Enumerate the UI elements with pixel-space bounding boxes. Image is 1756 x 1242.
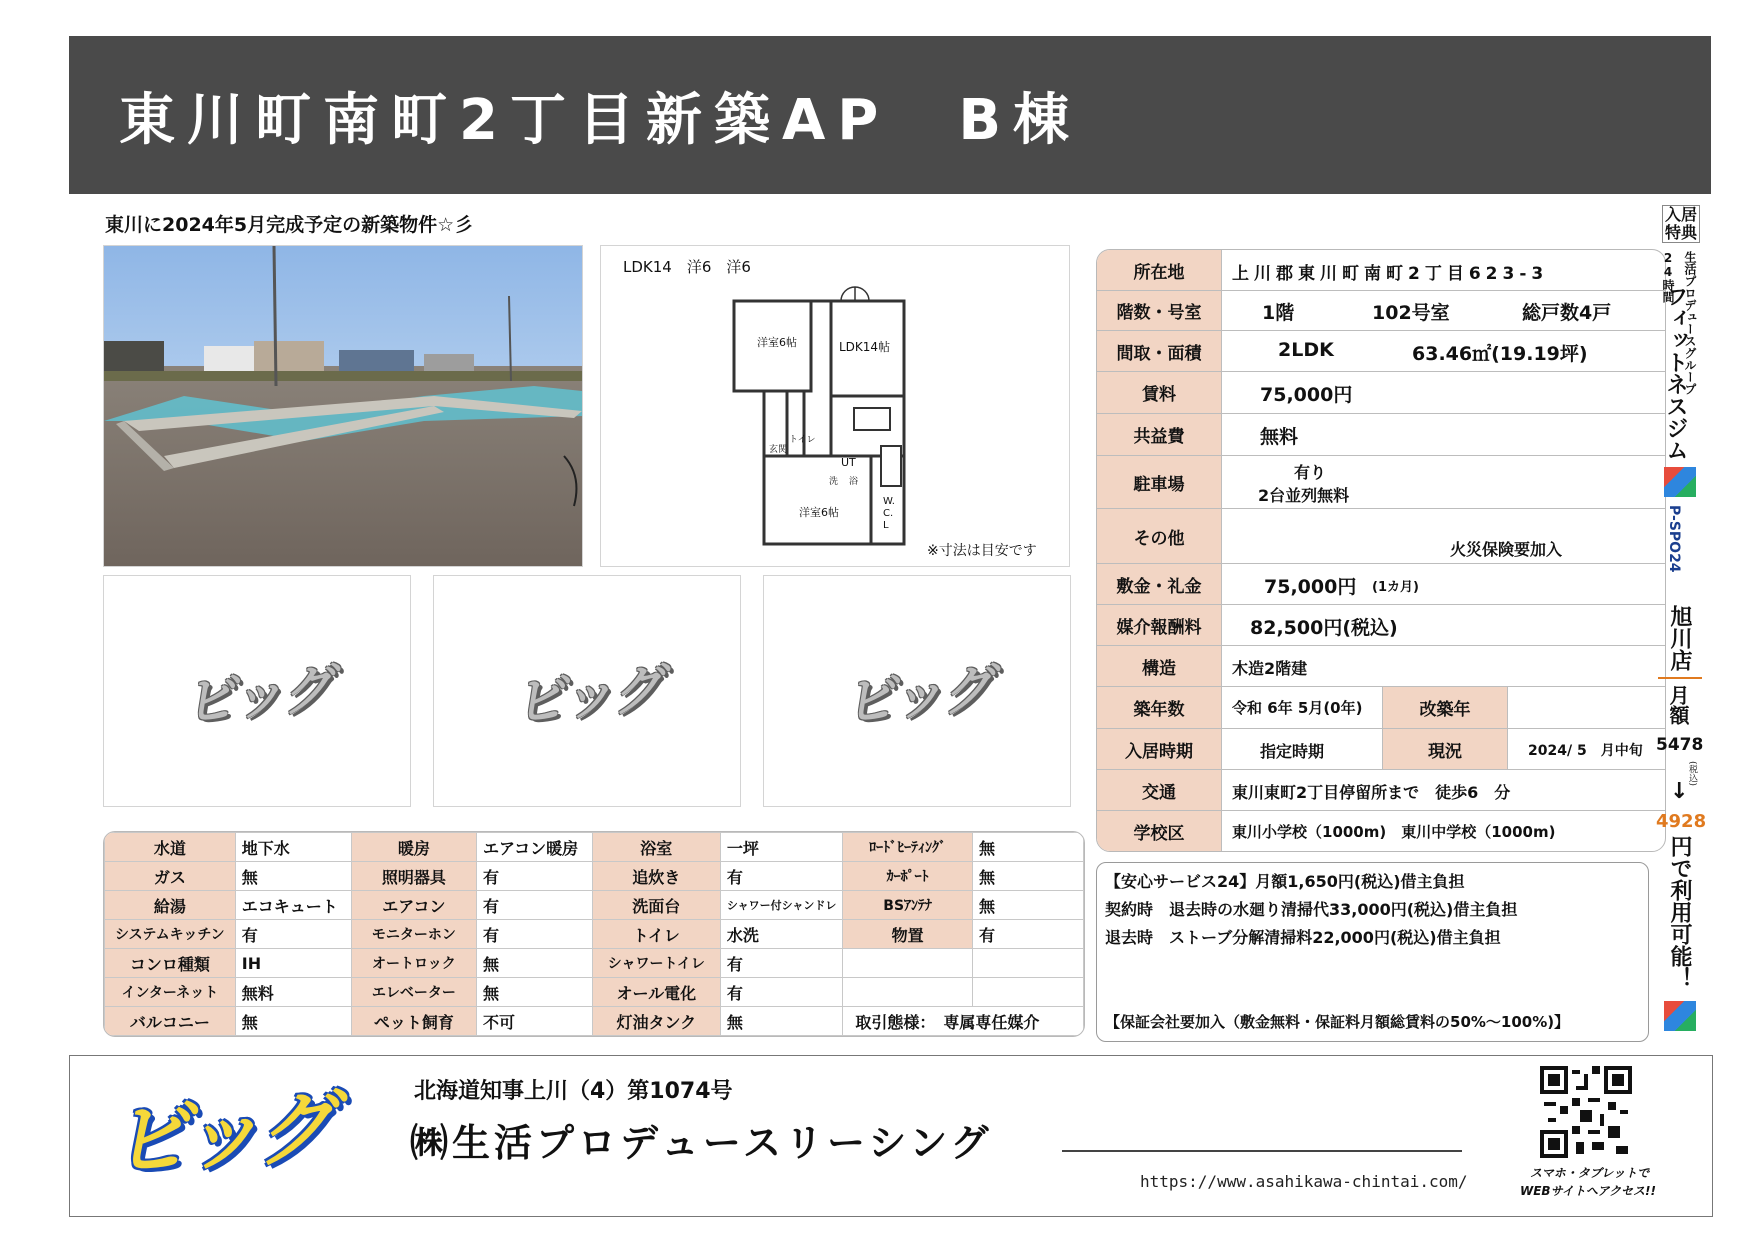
row-common (1097, 414, 1665, 456)
equipment-label: BSｱﾝﾃﾅ (843, 891, 973, 920)
equipment-label: 洗面台 (592, 891, 720, 920)
equipment-value: エコキュート (235, 891, 351, 920)
equipment-label: 照明器具 (351, 862, 476, 891)
row-floor (1097, 291, 1665, 331)
value-units: 総戸数4戸 (1522, 302, 1612, 324)
label-school: 学校区 (1097, 811, 1222, 851)
floor-plan (600, 245, 1070, 567)
equipment-label: ﾛｰﾄﾞﾋｰﾃｨﾝｸﾞ (843, 833, 973, 862)
arrow-down-icon: ↓ (1670, 779, 1689, 804)
photo-placeholder (103, 575, 411, 807)
label-transport: 交通 (1097, 770, 1222, 810)
equipment-value: 有 (476, 862, 592, 891)
label-built: 築年数 (1097, 687, 1222, 728)
value-fee: 82,500円(税込) (1250, 617, 1398, 639)
row-built (1097, 687, 1665, 729)
equipment-value: 有 (476, 891, 592, 920)
brand-name: P-SPO24 (1666, 505, 1682, 573)
price-label: 月額 (1666, 685, 1690, 725)
equipment-row (105, 891, 1084, 920)
equipment-value: 不可 (476, 1007, 592, 1036)
room-label: 玄関 (769, 445, 788, 455)
equipment-value: 無 (476, 949, 592, 978)
label-fee: 媒介報酬料 (1097, 605, 1222, 645)
label-rent: 賃料 (1097, 372, 1222, 413)
row-school (1097, 811, 1665, 851)
big-logo: ビッグ (840, 658, 995, 735)
label-common: 共益費 (1097, 414, 1222, 455)
equipment-value: 無 (972, 862, 1083, 891)
label-layout: 間取・面積 (1097, 331, 1222, 371)
price-new: 4928 (1656, 811, 1707, 832)
site-photo (103, 245, 583, 567)
equipment-value: シャワー付シャンドレ (720, 891, 843, 920)
equipment-label: 灯油タンク (592, 1007, 720, 1036)
equipment-table (103, 831, 1085, 1037)
equipment-label: ガス (105, 862, 236, 891)
equipment-label: システムキッチン (105, 920, 236, 949)
equipment-value (972, 949, 1083, 978)
equipment-label: 追炊き (592, 862, 720, 891)
page-title: 東川町南町2丁目新築AP B棟 (119, 88, 1082, 153)
store-name: 旭川店 (1667, 605, 1692, 671)
row-deposit (1097, 564, 1665, 605)
website-link[interactable]: https://www.asahikawa-chintai.com/ (1140, 1172, 1468, 1191)
value-other: 火災保険要加入 (1450, 540, 1563, 559)
room-label: トイレ (789, 435, 816, 445)
group-name: 生活プロデュースグループ (1683, 251, 1697, 395)
license-number: 北海道知事上川（4）第1074号 (414, 1079, 733, 1104)
label-structure: 構造 (1097, 646, 1222, 686)
label-parking: 駐車場 (1097, 456, 1222, 508)
footer (69, 1055, 1713, 1217)
gym-label: フィットネスジム (1663, 285, 1688, 461)
note-line: 【安心サービス24】月額1,650円(税込)借主負担 (1105, 872, 1465, 891)
equipment-label: バルコニー (105, 1007, 236, 1036)
big-logo: ビッグ (180, 658, 335, 735)
floor-plan-note: ※寸法は目安です (927, 543, 1037, 559)
row-fee (1097, 605, 1665, 646)
room-label: UT (841, 456, 856, 469)
photo-placeholder (763, 575, 1071, 807)
value-school: 東川小学校（1000m) 東川中学校（1000m) (1232, 823, 1556, 841)
hours-label: 24時間 (1661, 251, 1675, 303)
equipment-label: 暖房 (351, 833, 476, 862)
value-built: 令和 6年 5月(0年) (1232, 699, 1363, 717)
equipment-value: IH (235, 949, 351, 978)
company-name: ㈱生活プロデュースリーシング (410, 1121, 993, 1165)
label-deposit: 敷金・礼金 (1097, 564, 1222, 604)
p-spo-logo-icon (1664, 1001, 1696, 1031)
room-label: W.C.L (883, 496, 895, 531)
equipment-row (105, 1007, 1084, 1036)
equipment-value: 有 (720, 949, 843, 978)
value-area: 63.46㎡(19.19坪) (1412, 343, 1588, 365)
equipment-row (105, 862, 1084, 891)
floor-plan-layout-text: LDK14 洋6 洋6 (623, 258, 751, 276)
price-suffix: 円で利用可能！ (1667, 835, 1692, 989)
label-floor: 階数・号室 (1097, 291, 1222, 330)
subtitle: 東川に2024年5月完成予定の新築物件☆彡 (105, 214, 474, 236)
equipment-label: コンロ種類 (105, 949, 236, 978)
value-structure: 木造2階建 (1232, 659, 1308, 678)
equipment-label (843, 949, 973, 978)
note-line: 【保証会社要加入（敷金無料・保証料月額総賃料の50%～100%)】 (1105, 1013, 1570, 1031)
row-address (1097, 250, 1665, 291)
equipment-label (843, 978, 973, 1007)
equipment-value: 無料 (235, 978, 351, 1007)
equipment-value: 有 (720, 862, 843, 891)
underline (1062, 1150, 1462, 1152)
property-table (1096, 249, 1666, 852)
equipment-value: 無 (972, 891, 1083, 920)
value-address: 上川郡東川町南町2丁目623-3 (1232, 264, 1549, 284)
equipment-value: 無 (720, 1007, 843, 1036)
room-label: 洋室6帖 (799, 506, 839, 519)
equipment-label: モニターホン (351, 920, 476, 949)
divider (1658, 677, 1702, 679)
equipment-value: 有 (720, 978, 843, 1007)
note-line: 退去時 ストーブ分解清掃料22,000円(税込)借主負担 (1105, 928, 1501, 947)
equipment-row (105, 978, 1084, 1007)
equipment-label: インターネット (105, 978, 236, 1007)
label-other: その他 (1097, 509, 1222, 563)
side-ad (1656, 205, 1714, 1050)
row-other (1097, 509, 1665, 564)
note-line: 契約時 退去時の水廻り清掃代33,000円(税込)借主負担 (1105, 900, 1518, 919)
p-spo-logo-icon (1664, 467, 1696, 497)
equipment-row (105, 920, 1084, 949)
company-logo: ビッグ (107, 1080, 333, 1189)
equipment-label: 水道 (105, 833, 236, 862)
room-label: 洋室6帖 (757, 336, 797, 349)
row-movein (1097, 729, 1665, 770)
tax-note: (税込) (1687, 761, 1697, 787)
equipment-label: ｶｰﾎﾟｰﾄ (843, 862, 973, 891)
row-structure (1097, 646, 1665, 687)
qr-caption: スマホ・タブレットで (1530, 1166, 1650, 1180)
qr-caption: WEBサイトへアクセス!! (1520, 1184, 1656, 1198)
notes-box (1096, 862, 1649, 1042)
room-label: LDK14帖 (839, 340, 891, 354)
equipment-value: 無 (235, 862, 351, 891)
value-room: 102号室 (1372, 302, 1450, 324)
badge-move-in-bonus: 入居特典 (1662, 205, 1700, 243)
label-address: 所在地 (1097, 250, 1222, 290)
equipment-value: 有 (476, 920, 592, 949)
value-parking-2: 2台並列無料 (1258, 486, 1350, 505)
value-movein: 指定時期 (1260, 742, 1325, 761)
value-parking-1: 有り (1294, 463, 1327, 482)
equipment-label: ペット飼育 (351, 1007, 476, 1036)
value-layout: 2LDK (1278, 339, 1334, 361)
equipment-label: オール電化 (592, 978, 720, 1007)
equipment-label: 物置 (843, 920, 973, 949)
photo-placeholder (433, 575, 741, 807)
equipment-label: 給湯 (105, 891, 236, 920)
equipment-label: 浴室 (592, 833, 720, 862)
equipment-row (105, 949, 1084, 978)
value-transport: 東川東町2丁目停留所まで 徒歩6 分 (1232, 783, 1511, 802)
equipment-label: エレベーター (351, 978, 476, 1007)
equipment-value: 水洗 (720, 920, 843, 949)
qr-code[interactable] (1540, 1066, 1632, 1158)
equipment-value: エアコン暖房 (476, 833, 592, 862)
row-transport (1097, 770, 1665, 811)
value-rent: 75,000円 (1260, 384, 1353, 406)
equipment-value: 有 (972, 920, 1083, 949)
row-parking (1097, 456, 1665, 509)
value-common: 無料 (1260, 426, 1299, 448)
big-logo: ビッグ (510, 658, 665, 735)
equipment-value: 無 (476, 978, 592, 1007)
title-banner (69, 36, 1711, 194)
value-status: 2024/ 5 月中旬 (1528, 743, 1643, 759)
transaction-type: 取引態様： 専属専任媒介 (843, 1007, 1084, 1036)
price-old: 5478 (1656, 735, 1704, 755)
equipment-label: エアコン (351, 891, 476, 920)
room-label: 洗 (829, 477, 839, 487)
equipment-value: 無 (972, 833, 1083, 862)
equipment-value: 地下水 (235, 833, 351, 862)
equipment-value: 無 (235, 1007, 351, 1036)
label-movein: 入居時期 (1097, 729, 1222, 769)
row-layout (1097, 331, 1665, 372)
value-deposit-note: (1カ月) (1372, 580, 1419, 595)
value-deposit: 75,000円 (1264, 576, 1357, 598)
equipment-row (105, 833, 1084, 862)
equipment-value: 一坪 (720, 833, 843, 862)
row-rent (1097, 372, 1665, 414)
room-label: 浴 (849, 477, 859, 487)
label-status: 現況 (1383, 729, 1508, 769)
label-renov: 改築年 (1383, 687, 1508, 728)
equipment-label: オートロック (351, 949, 476, 978)
equipment-label: シャワートイレ (592, 949, 720, 978)
value-floor: 1階 (1262, 302, 1295, 324)
equipment-label: トイレ (592, 920, 720, 949)
equipment-value (972, 978, 1083, 1007)
equipment-value: 有 (235, 920, 351, 949)
